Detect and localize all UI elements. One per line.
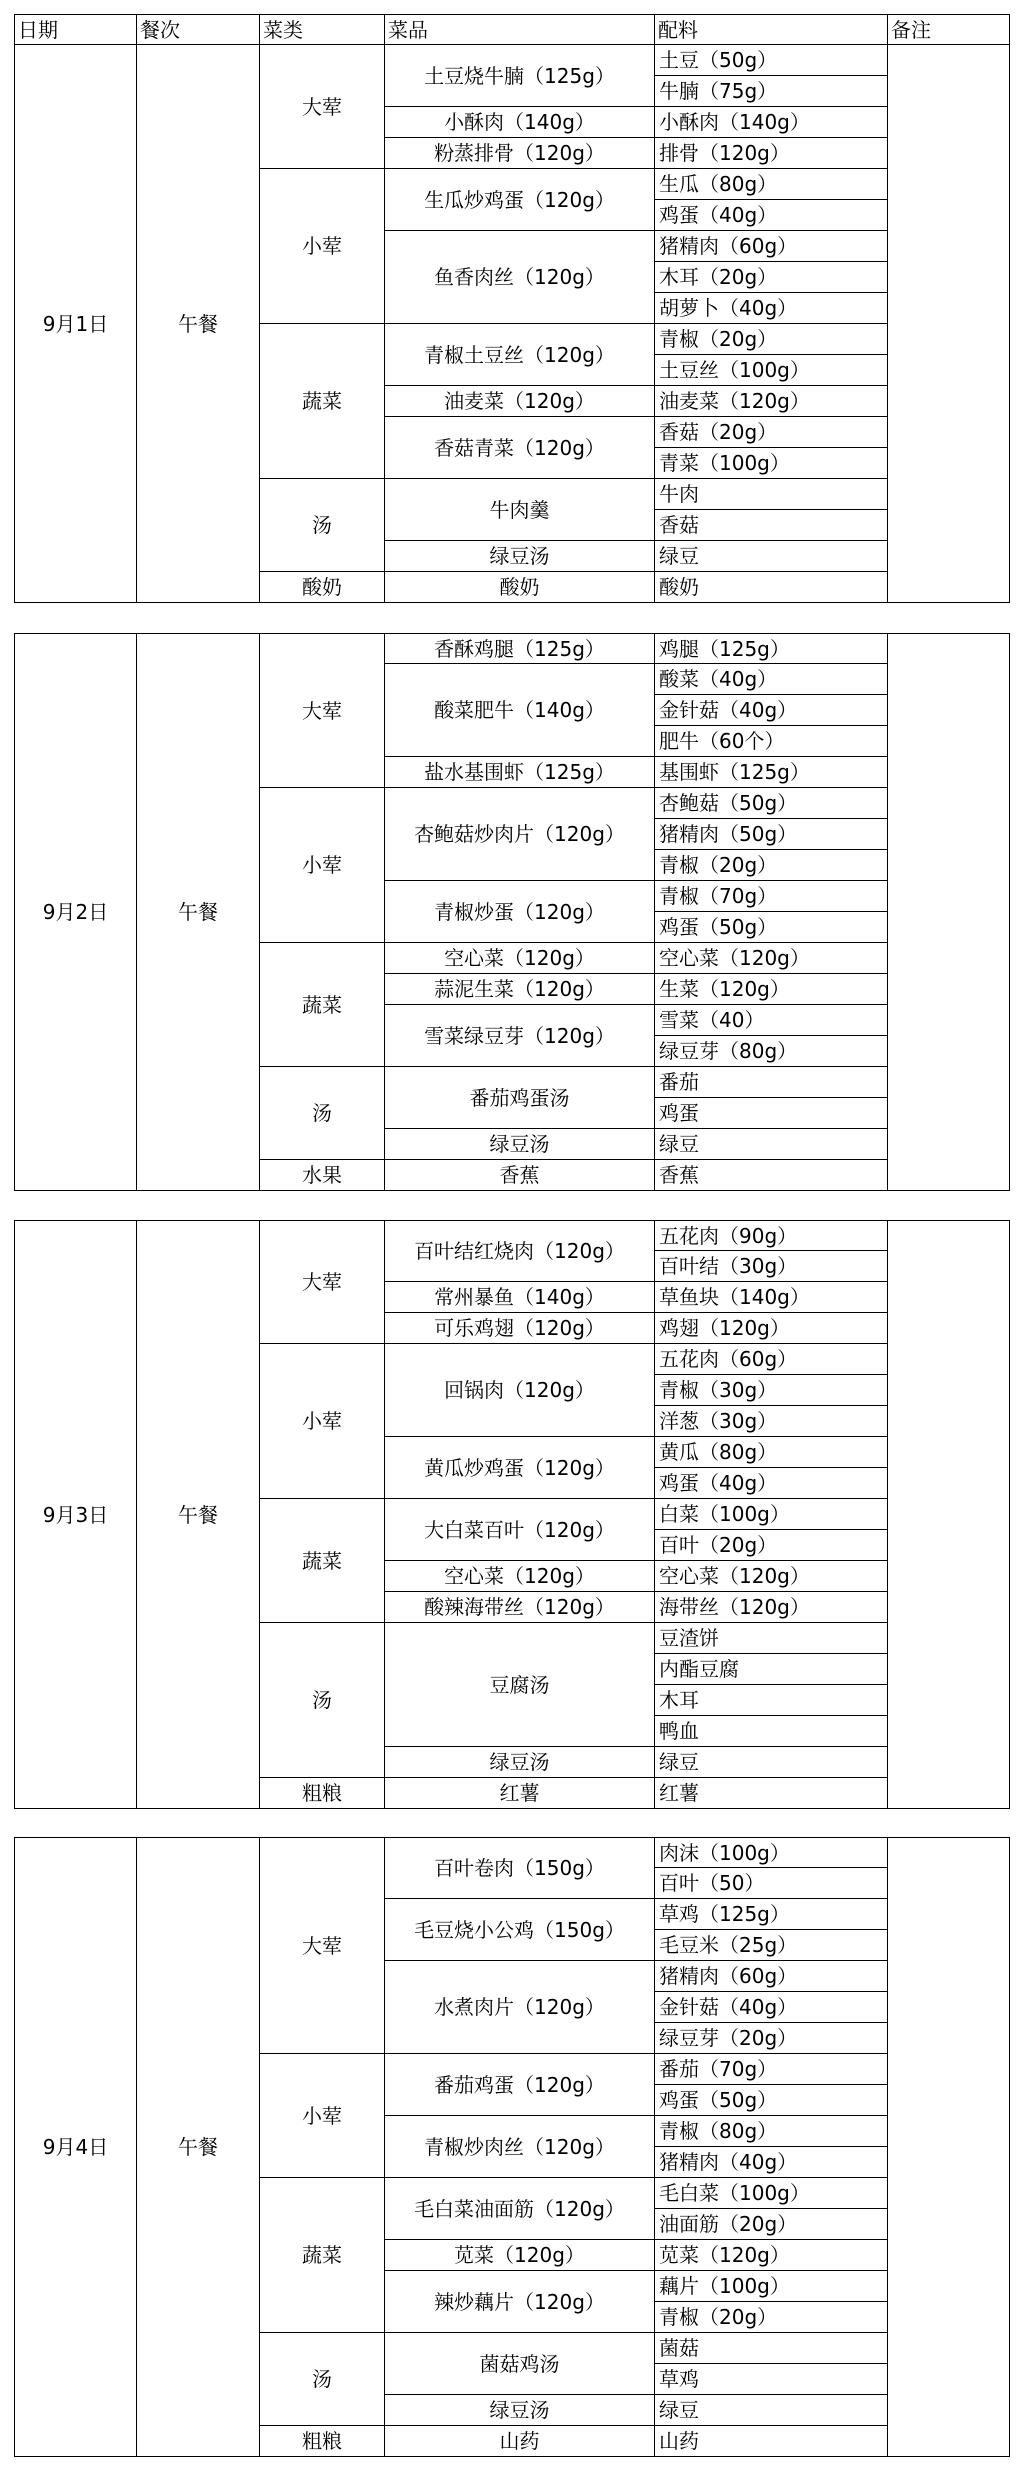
ingredient-cell: 酸菜（40g） — [655, 664, 888, 695]
meal-cell: 午餐 — [137, 1837, 260, 2457]
meal-cell: 午餐 — [137, 1220, 260, 1809]
dish-cell: 常州暴鱼（140g） — [385, 1282, 655, 1313]
dish-cell: 黄瓜炒鸡蛋（120g） — [385, 1437, 655, 1499]
category-cell: 小荤 — [260, 788, 385, 943]
dish-cell: 绿豆汤 — [385, 1747, 655, 1778]
meal-cell: 午餐 — [137, 633, 260, 1191]
ingredient-cell: 青椒（80g） — [655, 2116, 888, 2147]
ingredient-cell: 牛腩（75g） — [655, 76, 888, 107]
ingredient-cell: 猪精肉（60g） — [655, 1961, 888, 1992]
ingredient-cell: 内酯豆腐 — [655, 1654, 888, 1685]
dish-cell: 生瓜炒鸡蛋（120g） — [385, 169, 655, 231]
ingredient-cell: 草鸡（125g） — [655, 1899, 888, 1930]
ingredient-cell: 青椒（20g） — [655, 2302, 888, 2333]
ingredient-cell: 猪精肉（40g） — [655, 2147, 888, 2178]
ingredient-cell: 青椒（30g） — [655, 1375, 888, 1406]
ingredient-cell: 山药 — [655, 2426, 888, 2457]
dish-cell: 山药 — [385, 2426, 655, 2457]
category-cell: 大荤 — [260, 1220, 385, 1344]
category-cell: 汤 — [260, 2333, 385, 2426]
ingredient-cell: 绿豆 — [655, 1747, 888, 1778]
dish-cell: 酸菜肥牛（140g） — [385, 664, 655, 757]
ingredient-cell: 百叶（20g） — [655, 1530, 888, 1561]
ingredient-cell: 红薯 — [655, 1778, 888, 1809]
ingredient-cell: 杏鲍菇（50g） — [655, 788, 888, 819]
dish-cell: 菌菇鸡汤 — [385, 2333, 655, 2395]
date-cell: 9月3日 — [14, 1220, 137, 1809]
ingredient-cell: 香菇（20g） — [655, 417, 888, 448]
category-cell: 小荤 — [260, 2054, 385, 2178]
header-category: 菜类 — [260, 14, 385, 45]
ingredient-cell: 木耳 — [655, 1685, 888, 1716]
dish-cell: 粉蒸排骨（120g） — [385, 138, 655, 169]
dish-cell: 绿豆汤 — [385, 541, 655, 572]
ingredient-cell: 绿豆芽（80g） — [655, 1036, 888, 1067]
dish-cell: 毛豆烧小公鸡（150g） — [385, 1899, 655, 1961]
dish-cell: 蒜泥生菜（120g） — [385, 974, 655, 1005]
ingredient-cell: 五花肉（60g） — [655, 1344, 888, 1375]
ingredient-cell: 五花肉（90g） — [655, 1220, 888, 1251]
ingredient-cell: 豆渣饼 — [655, 1623, 888, 1654]
dish-cell: 杏鲍菇炒肉片（120g） — [385, 788, 655, 881]
ingredient-cell: 肉沫（100g） — [655, 1837, 888, 1868]
ingredient-cell: 绿豆芽（20g） — [655, 2023, 888, 2054]
ingredient-cell: 番茄（70g） — [655, 2054, 888, 2085]
ingredient-cell: 黄瓜（80g） — [655, 1437, 888, 1468]
dish-cell: 番茄鸡蛋（120g） — [385, 2054, 655, 2116]
ingredient-cell: 鸡腿（125g） — [655, 633, 888, 664]
ingredient-cell: 基围虾（125g） — [655, 757, 888, 788]
ingredient-cell: 洋葱（30g） — [655, 1406, 888, 1437]
dish-cell: 青椒炒肉丝（120g） — [385, 2116, 655, 2178]
ingredient-cell: 青椒（20g） — [655, 324, 888, 355]
dish-cell: 可乐鸡翅（120g） — [385, 1313, 655, 1344]
ingredient-cell: 土豆丝（100g） — [655, 355, 888, 386]
ingredient-cell: 雪菜（40） — [655, 1005, 888, 1036]
ingredient-cell: 鸡蛋（50g） — [655, 912, 888, 943]
dish-cell: 百叶卷肉（150g） — [385, 1837, 655, 1899]
dish-cell: 酸辣海带丝（120g） — [385, 1592, 655, 1623]
ingredient-cell: 苋菜（120g） — [655, 2240, 888, 2271]
dish-cell: 盐水基围虾（125g） — [385, 757, 655, 788]
dish-cell: 大白菜百叶（120g） — [385, 1499, 655, 1561]
dish-cell: 辣炒藕片（120g） — [385, 2271, 655, 2333]
category-cell: 汤 — [260, 479, 385, 572]
dish-cell: 鱼香肉丝（120g） — [385, 231, 655, 324]
ingredient-cell: 番茄 — [655, 1067, 888, 1098]
ingredient-cell: 鸡蛋（50g） — [655, 2085, 888, 2116]
dish-cell: 回锅肉（120g） — [385, 1344, 655, 1437]
dish-cell: 油麦菜（120g） — [385, 386, 655, 417]
ingredient-cell: 猪精肉（60g） — [655, 231, 888, 262]
dish-cell: 土豆烧牛腩（125g） — [385, 45, 655, 107]
category-cell: 蔬菜 — [260, 324, 385, 479]
ingredient-cell: 空心菜（120g） — [655, 1561, 888, 1592]
category-cell: 小荤 — [260, 169, 385, 324]
category-cell: 汤 — [260, 1623, 385, 1778]
dish-cell: 豆腐汤 — [385, 1623, 655, 1747]
ingredient-cell: 海带丝（120g） — [655, 1592, 888, 1623]
dish-cell: 香蕉 — [385, 1160, 655, 1191]
notes-cell — [888, 633, 1010, 1191]
header-meal: 餐次 — [137, 14, 260, 45]
dish-cell: 香酥鸡腿（125g） — [385, 633, 655, 664]
dish-cell: 牛肉羹 — [385, 479, 655, 541]
ingredient-cell: 绿豆 — [655, 1129, 888, 1160]
ingredient-cell: 青椒（70g） — [655, 881, 888, 912]
category-cell: 大荤 — [260, 45, 385, 169]
ingredient-cell: 百叶（50） — [655, 1868, 888, 1899]
ingredient-cell: 生瓜（80g） — [655, 169, 888, 200]
dish-cell: 毛白菜油面筋（120g） — [385, 2178, 655, 2240]
dish-cell: 青椒炒蛋（120g） — [385, 881, 655, 943]
ingredient-cell: 菌菇 — [655, 2333, 888, 2364]
ingredient-cell: 油面筋（20g） — [655, 2209, 888, 2240]
ingredient-cell: 生菜（120g） — [655, 974, 888, 1005]
dish-cell: 空心菜（120g） — [385, 1561, 655, 1592]
category-cell: 小荤 — [260, 1344, 385, 1499]
date-cell: 9月2日 — [14, 633, 137, 1191]
category-cell: 粗粮 — [260, 1778, 385, 1809]
category-cell: 蔬菜 — [260, 1499, 385, 1623]
ingredient-cell: 青椒（20g） — [655, 850, 888, 881]
category-cell: 大荤 — [260, 633, 385, 788]
notes-cell — [888, 1837, 1010, 2457]
ingredient-cell: 猪精肉（50g） — [655, 819, 888, 850]
ingredient-cell: 鸡蛋（40g） — [655, 1468, 888, 1499]
dish-cell: 香菇青菜（120g） — [385, 417, 655, 479]
ingredient-cell: 草鸡 — [655, 2364, 888, 2395]
ingredient-cell: 木耳（20g） — [655, 262, 888, 293]
date-cell: 9月1日 — [14, 45, 137, 603]
header-date: 日期 — [14, 14, 137, 45]
header-ingredients: 配料 — [655, 14, 888, 45]
ingredient-cell: 鸡翅（120g） — [655, 1313, 888, 1344]
ingredient-cell: 毛白菜（100g） — [655, 2178, 888, 2209]
ingredient-cell: 鸡蛋 — [655, 1098, 888, 1129]
dish-cell: 小酥肉（140g） — [385, 107, 655, 138]
ingredient-cell: 草鱼块（140g） — [655, 1282, 888, 1313]
ingredient-cell: 白菜（100g） — [655, 1499, 888, 1530]
dish-cell: 红薯 — [385, 1778, 655, 1809]
ingredient-cell: 鸭血 — [655, 1716, 888, 1747]
ingredient-cell: 金针菇（40g） — [655, 695, 888, 726]
dish-cell: 水煮肉片（120g） — [385, 1961, 655, 2054]
dish-cell: 番茄鸡蛋汤 — [385, 1067, 655, 1129]
ingredient-cell: 排骨（120g） — [655, 138, 888, 169]
ingredient-cell: 酸奶 — [655, 572, 888, 603]
header-dish: 菜品 — [385, 14, 655, 45]
dish-cell: 酸奶 — [385, 572, 655, 603]
ingredient-cell: 香蕉 — [655, 1160, 888, 1191]
category-cell: 蔬菜 — [260, 943, 385, 1067]
meal-cell: 午餐 — [137, 45, 260, 603]
dish-cell: 苋菜（120g） — [385, 2240, 655, 2271]
dish-cell: 青椒土豆丝（120g） — [385, 324, 655, 386]
ingredient-cell: 毛豆米（25g） — [655, 1930, 888, 1961]
dish-cell: 百叶结红烧肉（120g） — [385, 1220, 655, 1282]
category-cell: 酸奶 — [260, 572, 385, 603]
ingredient-cell: 土豆（50g） — [655, 45, 888, 76]
ingredient-cell: 百叶结（30g） — [655, 1251, 888, 1282]
ingredient-cell: 绿豆 — [655, 541, 888, 572]
dish-cell: 雪菜绿豆芽（120g） — [385, 1005, 655, 1067]
dish-cell: 绿豆汤 — [385, 2395, 655, 2426]
notes-cell — [888, 1220, 1010, 1809]
ingredient-cell: 绿豆 — [655, 2395, 888, 2426]
ingredient-cell: 油麦菜（120g） — [655, 386, 888, 417]
dish-cell: 绿豆汤 — [385, 1129, 655, 1160]
ingredient-cell: 牛肉 — [655, 479, 888, 510]
ingredient-cell: 青菜（100g） — [655, 448, 888, 479]
category-cell: 水果 — [260, 1160, 385, 1191]
category-cell: 大荤 — [260, 1837, 385, 2054]
ingredient-cell: 肥牛（60个） — [655, 726, 888, 757]
header-notes: 备注 — [888, 14, 1010, 45]
ingredient-cell: 空心菜（120g） — [655, 943, 888, 974]
ingredient-cell: 鸡蛋（40g） — [655, 200, 888, 231]
ingredient-cell: 金针菇（40g） — [655, 1992, 888, 2023]
notes-cell — [888, 45, 1010, 603]
date-cell: 9月4日 — [14, 1837, 137, 2457]
ingredient-cell: 藕片（100g） — [655, 2271, 888, 2302]
ingredient-cell: 胡萝卜（40g） — [655, 293, 888, 324]
dish-cell: 空心菜（120g） — [385, 943, 655, 974]
category-cell: 汤 — [260, 1067, 385, 1160]
ingredient-cell: 香菇 — [655, 510, 888, 541]
category-cell: 粗粮 — [260, 2426, 385, 2457]
ingredient-cell: 小酥肉（140g） — [655, 107, 888, 138]
category-cell: 蔬菜 — [260, 2178, 385, 2333]
